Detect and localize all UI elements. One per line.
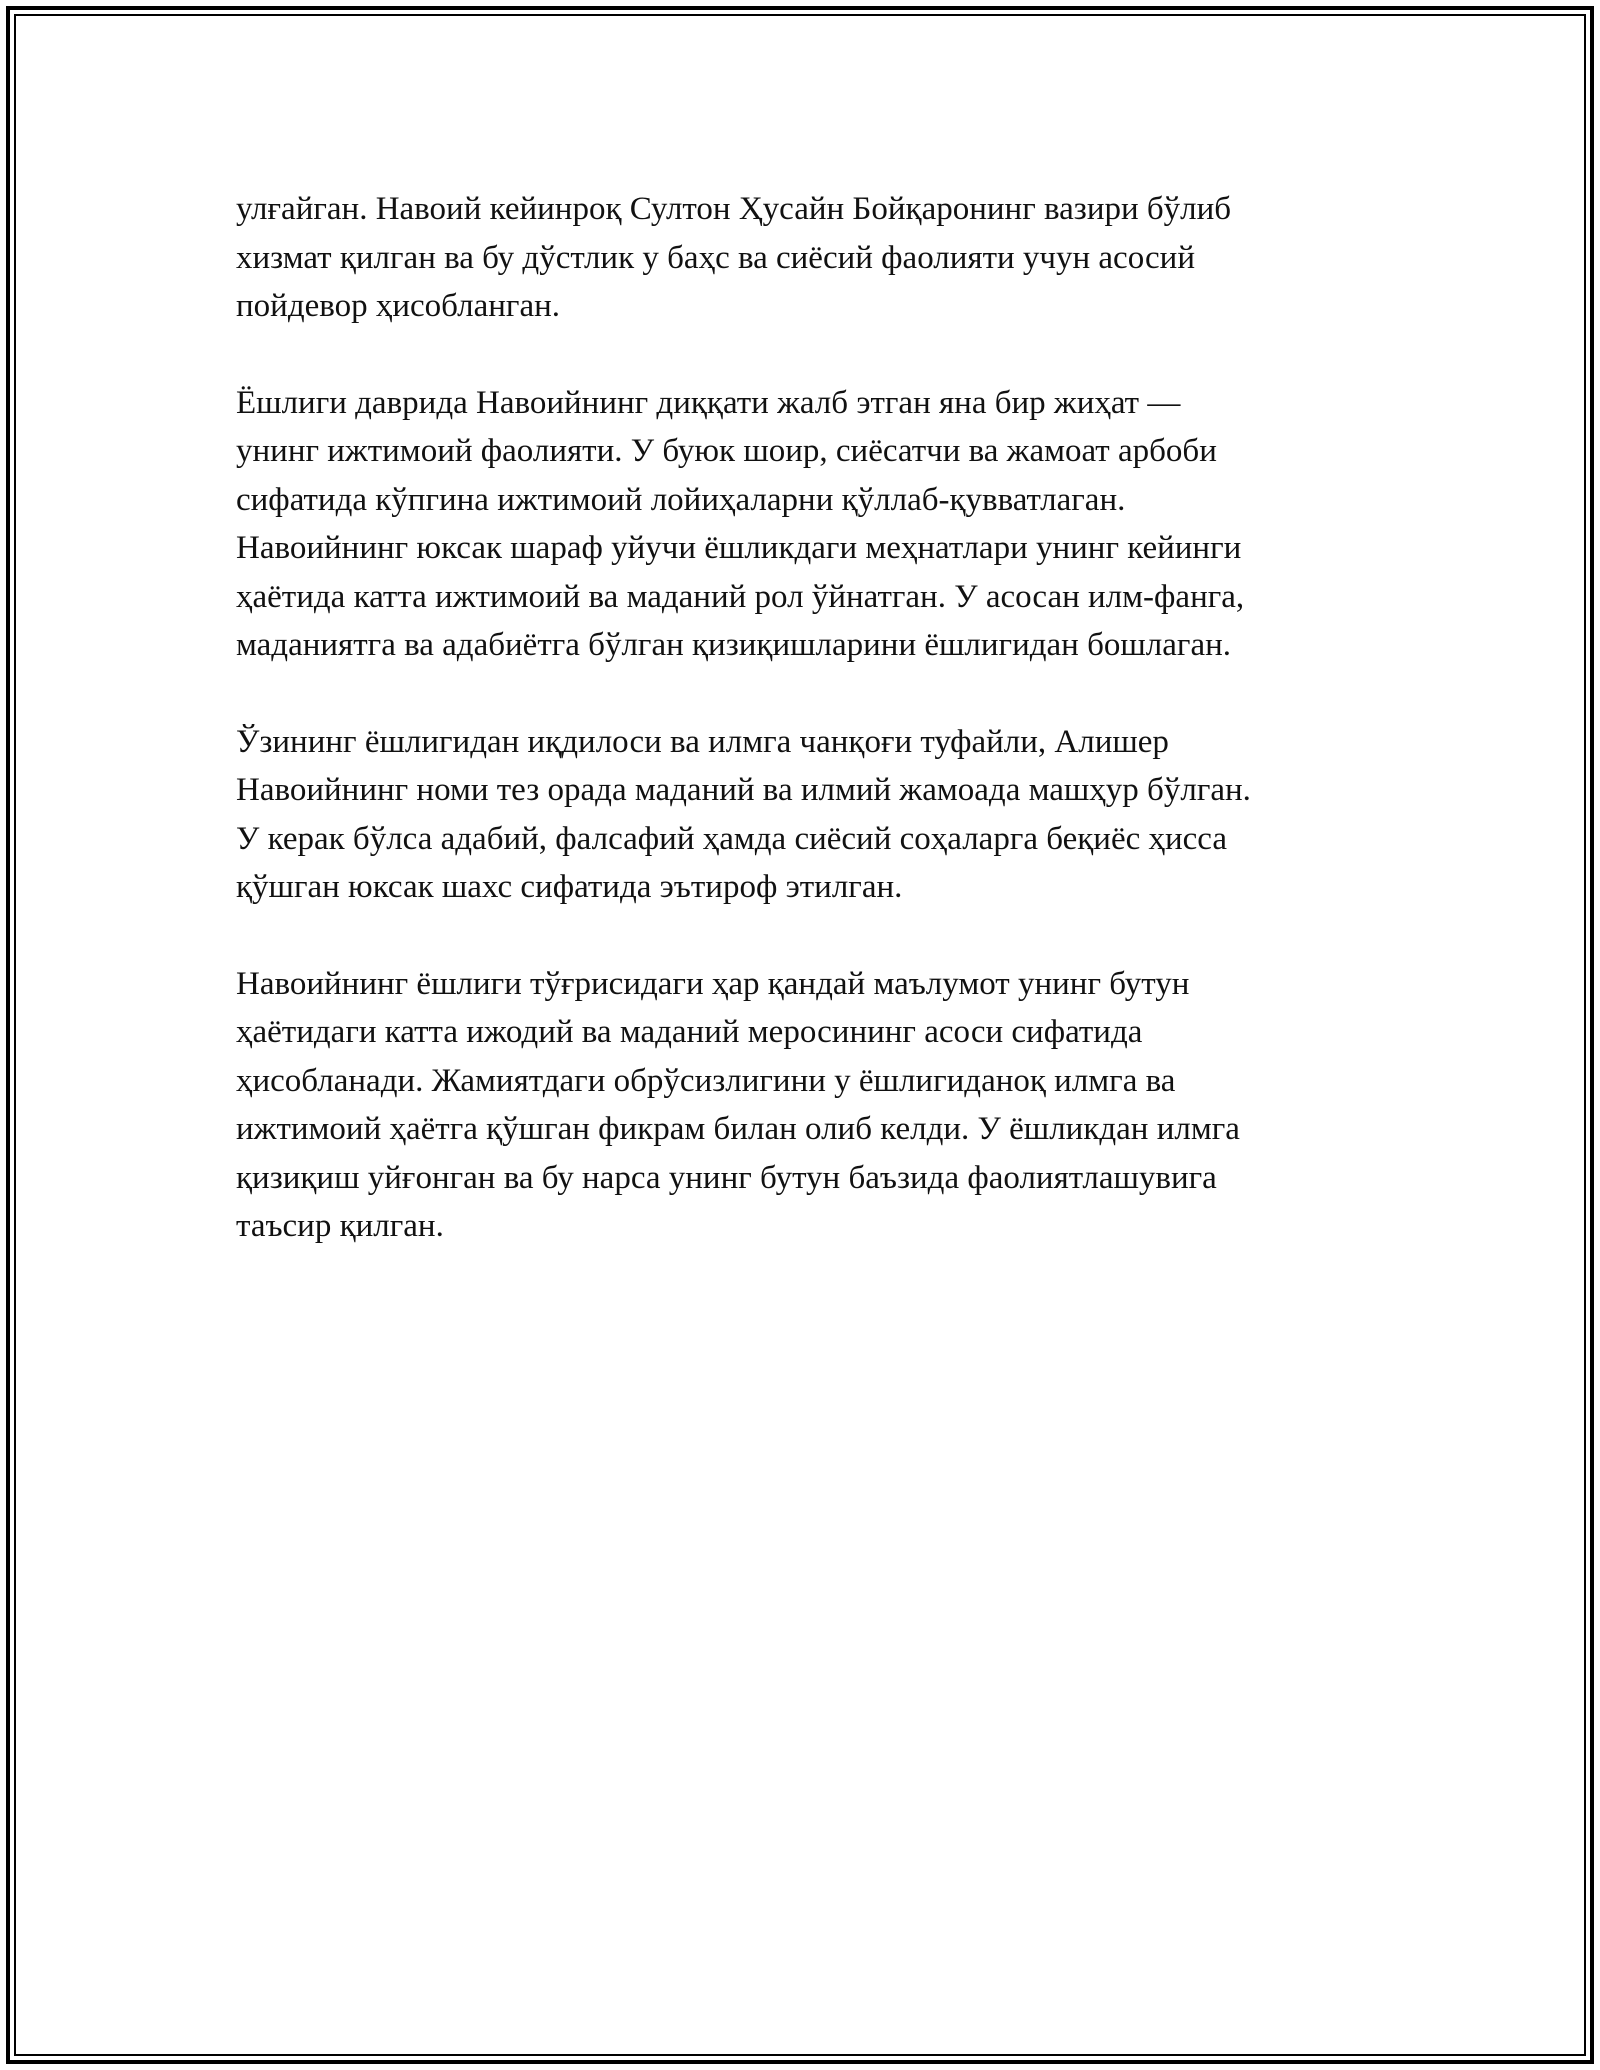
paragraph-4 <box>236 960 1386 1251</box>
paragraph-1 <box>236 185 1386 331</box>
text-line: Навоийнинг юксак шараф уйучи ёшликдаги меҳнатлари унинг кейинги <box>236 530 1242 566</box>
text-line: маданиятга ва адабиётга бўлган қизиқишларини ёшлигидан бошлаган. <box>236 627 1231 663</box>
text-line: Ўзининг ёшлигидан иқдилоси ва илмга чанқоғи туфайли, Алишер <box>236 723 1169 760</box>
paragraph-2 <box>236 379 1386 670</box>
text-line: улғайган. Навоий кейинроқ Султон Ҳусайн Бойқаронинг вазири бўлиб <box>236 191 1232 227</box>
text-line: сифатида кўпгина ижтимоий лойиҳаларни қўллаб-қувватлаган. <box>236 481 1126 518</box>
text-line: Навоийнинг номи тез орада маданий ва илмий жамоада машҳур бўлган. <box>236 772 1251 808</box>
text-line: Навоийнинг ёшлиги тўғрисидаги ҳар қандай маълумот унинг бутун <box>236 965 1190 1002</box>
text-line: таъсир қилган. <box>236 1208 444 1244</box>
text-line: ҳаётидаги катта ижодий ва маданий меросининг асоси сифатида <box>236 1014 1143 1050</box>
text-line: унинг ижтимоий фаолияти. У буюк шоир, сиёсатчи ва жамоат арбоби <box>236 433 1217 469</box>
text-line: қизиқиш уйғонган ва бу нарса унинг бутун баъзида фаолиятлашувига <box>236 1159 1217 1196</box>
paragraph-3 <box>236 718 1386 912</box>
text-line: ҳаётида катта ижтимоий ва маданий рол ўйнатган. У асосан илм-фанга, <box>236 578 1245 615</box>
text-line: пойдевор ҳисобланган. <box>236 288 561 324</box>
text-line: Ёшлиги даврида Навоийнинг диққати жалб этган яна бир жиҳат — <box>236 384 1181 421</box>
text-line: хизмат қилган ва бу дўстлик у баҳс ва сиёсий фаолияти учун асосий <box>236 239 1195 276</box>
text-line: ижтимоий ҳаётга қўшган фикрам билан олиб келди. У ёшликдан илмга <box>236 1111 1240 1147</box>
document-body <box>236 185 1386 1299</box>
text-line: У керак бўлса адабий, фалсафий ҳамда сиёсий соҳаларга беқиёс ҳисса <box>236 820 1227 857</box>
text-line: ҳисобланади. Жамиятдаги обрўсизлигини у ёшлигиданоқ илмга ва <box>236 1062 1176 1099</box>
text-line: қўшган юксак шахс сифатида эътироф этилган. <box>236 869 903 905</box>
